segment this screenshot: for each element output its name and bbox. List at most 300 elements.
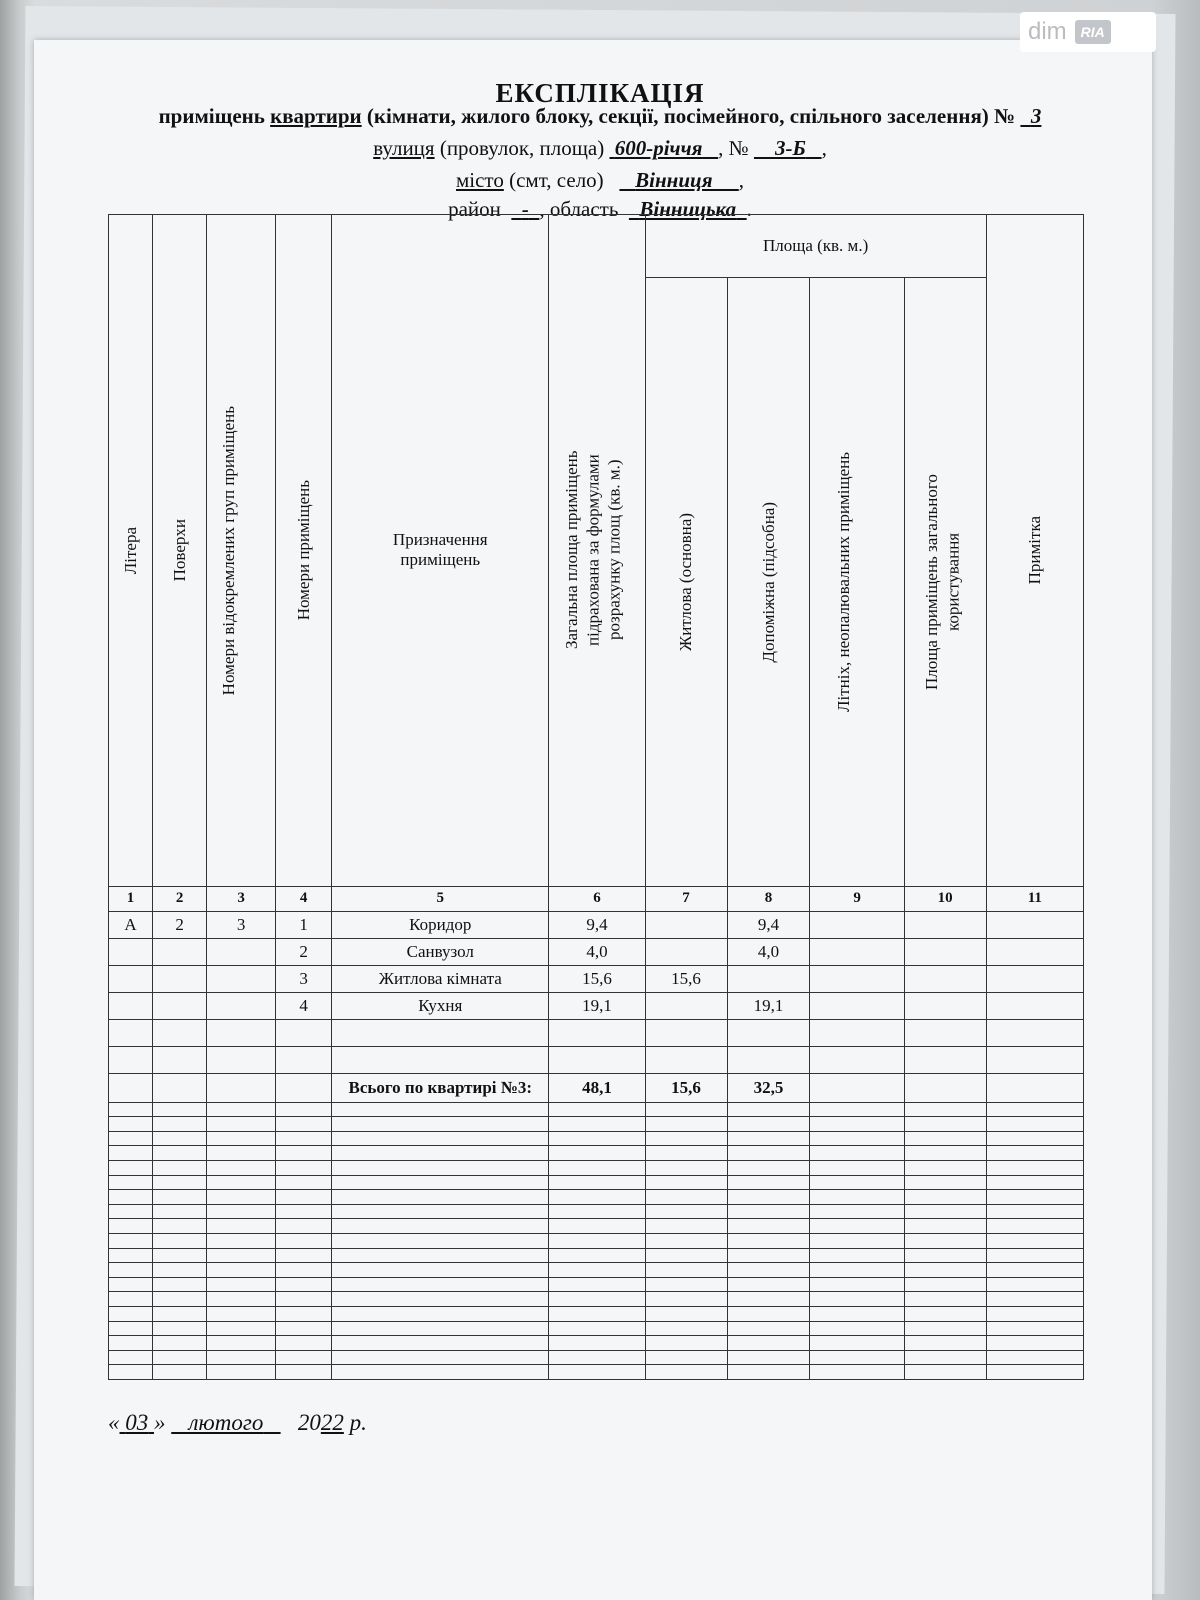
empty-cell	[810, 1350, 904, 1365]
empty-cell	[986, 1102, 1083, 1117]
empty-cell	[549, 1102, 645, 1117]
col-floors: Поверхи	[153, 215, 207, 887]
empty-cell	[153, 1146, 207, 1161]
empty-cell	[810, 1219, 904, 1234]
empty-cell	[275, 1161, 331, 1176]
empty-cell	[153, 1307, 207, 1322]
empty-cell	[904, 1350, 986, 1365]
empty-cell	[549, 1307, 645, 1322]
empty-cell	[904, 1190, 986, 1205]
empty-cell	[153, 1161, 207, 1176]
col-living: Житлова (основна)	[645, 277, 727, 886]
empty-cell	[904, 1277, 986, 1292]
column-number: 7	[645, 886, 727, 911]
empty-cell	[332, 1263, 549, 1278]
empty-cell	[109, 1350, 153, 1365]
empty-cell	[810, 1175, 904, 1190]
empty-cell	[810, 1102, 904, 1117]
table-cell	[207, 992, 276, 1019]
empty-cell	[549, 1365, 645, 1380]
empty-cell	[810, 1307, 904, 1322]
empty-cell	[275, 1307, 331, 1322]
empty-cell	[645, 1292, 727, 1307]
empty-cell	[810, 1263, 904, 1278]
date-open-quote: «	[108, 1410, 120, 1435]
line1-key: квартири	[270, 104, 362, 128]
empty-cell	[549, 1292, 645, 1307]
empty-cell	[727, 1321, 810, 1336]
empty-cell	[904, 1365, 986, 1380]
empty-cell	[207, 1277, 276, 1292]
empty-cell	[109, 1204, 153, 1219]
header-line-district: район - , область Вінницька .	[448, 197, 752, 221]
empty-cell	[109, 1046, 153, 1073]
empty-cell	[109, 1073, 153, 1102]
table-cell	[109, 965, 153, 992]
table-body	[109, 886, 1084, 1379]
empty-cell	[727, 1234, 810, 1249]
column-number-row	[109, 886, 1084, 911]
empty-cell	[275, 1263, 331, 1278]
empty-cell	[275, 1234, 331, 1249]
empty-cell	[332, 1307, 549, 1322]
table-row	[109, 992, 1084, 1019]
empty-cell	[332, 1204, 549, 1219]
empty-cell	[153, 1102, 207, 1117]
table-cell: 1	[275, 911, 331, 938]
empty-cell	[207, 1131, 276, 1146]
empty-cell	[275, 1117, 331, 1132]
empty-row	[109, 1234, 1084, 1249]
empty-cell	[645, 1307, 727, 1322]
empty-cell	[645, 1019, 727, 1046]
column-number: 1	[109, 886, 153, 911]
total-label: Всього по квартирі №3:	[332, 1073, 549, 1102]
empty-cell	[109, 1117, 153, 1132]
empty-cell	[153, 1175, 207, 1190]
column-number: 4	[275, 886, 331, 911]
city-label: місто	[455, 168, 504, 192]
empty-cell	[153, 1219, 207, 1234]
empty-cell	[275, 1204, 331, 1219]
table-cell: А	[109, 911, 153, 938]
district-label: район	[448, 197, 507, 221]
empty-cell	[153, 1190, 207, 1205]
table-cell	[109, 938, 153, 965]
empty-cell	[153, 1263, 207, 1278]
empty-cell	[904, 1204, 986, 1219]
col-litera: Літера	[109, 215, 153, 887]
empty-cell	[986, 1336, 1083, 1351]
table-cell: 9,4	[549, 911, 645, 938]
empty-cell	[810, 1248, 904, 1263]
empty-cell	[275, 1073, 331, 1102]
empty-row	[109, 1175, 1084, 1190]
empty-cell	[207, 1350, 276, 1365]
empty-cell	[727, 1046, 810, 1073]
table-cell	[904, 911, 986, 938]
empty-cell	[549, 1336, 645, 1351]
empty-cell	[727, 1146, 810, 1161]
empty-cell	[727, 1336, 810, 1351]
table-cell: 19,1	[549, 992, 645, 1019]
empty-cell	[275, 1102, 331, 1117]
table-cell: Санвузол	[332, 938, 549, 965]
empty-cell	[810, 1365, 904, 1380]
empty-cell	[207, 1146, 276, 1161]
empty-row	[109, 1292, 1084, 1307]
empty-cell	[549, 1117, 645, 1132]
empty-cell	[153, 1248, 207, 1263]
empty-cell	[153, 1350, 207, 1365]
empty-cell	[645, 1321, 727, 1336]
street-label: вулиця	[373, 136, 435, 160]
empty-row	[109, 1117, 1084, 1132]
empty-cell	[904, 1248, 986, 1263]
city-comma: ,	[738, 168, 745, 192]
empty-cell	[727, 1161, 810, 1176]
table-cell	[986, 911, 1083, 938]
empty-cell	[810, 1146, 904, 1161]
table-cell: 15,6	[645, 965, 727, 992]
empty-cell	[109, 1131, 153, 1146]
table-cell	[904, 965, 986, 992]
empty-row	[109, 1146, 1084, 1161]
empty-cell	[986, 1046, 1083, 1073]
col-purpose: Призначення приміщень	[332, 215, 549, 887]
header-line-street	[0, 136, 1200, 161]
column-number: 10	[904, 886, 986, 911]
table-cell	[153, 992, 207, 1019]
empty-cell	[207, 1117, 276, 1132]
empty-cell	[904, 1175, 986, 1190]
empty-cell	[727, 1204, 810, 1219]
column-number: 11	[986, 886, 1083, 911]
empty-cell	[727, 1248, 810, 1263]
empty-cell	[109, 1292, 153, 1307]
empty-cell	[207, 1046, 276, 1073]
total-auxiliary: 32,5	[727, 1073, 810, 1102]
empty-cell	[109, 1336, 153, 1351]
header-line-city	[0, 168, 1200, 193]
empty-row	[109, 1102, 1084, 1117]
empty-cell	[549, 1234, 645, 1249]
empty-cell	[549, 1046, 645, 1073]
empty-cell	[986, 1019, 1083, 1046]
table-cell: Житлова кімната	[332, 965, 549, 992]
empty-row	[109, 1365, 1084, 1380]
empty-cell	[109, 1234, 153, 1249]
empty-cell	[810, 1204, 904, 1219]
empty-cell	[904, 1046, 986, 1073]
empty-cell	[904, 1234, 986, 1249]
empty-cell	[109, 1102, 153, 1117]
empty-cell	[275, 1019, 331, 1046]
column-number: 5	[332, 886, 549, 911]
table-cell	[904, 938, 986, 965]
empty-cell	[207, 1234, 276, 1249]
empty-cell	[275, 1277, 331, 1292]
empty-cell	[727, 1307, 810, 1322]
empty-cell	[645, 1046, 727, 1073]
empty-cell	[904, 1263, 986, 1278]
empty-cell	[153, 1321, 207, 1336]
empty-cell	[275, 1046, 331, 1073]
empty-cell	[904, 1292, 986, 1307]
empty-cell	[810, 1161, 904, 1176]
empty-cell	[904, 1102, 986, 1117]
empty-cell	[153, 1204, 207, 1219]
empty-row	[109, 1219, 1084, 1234]
column-number: 6	[549, 886, 645, 911]
empty-cell	[549, 1263, 645, 1278]
empty-cell	[332, 1190, 549, 1205]
street-value: 600-річчя	[614, 136, 703, 160]
empty-cell	[332, 1019, 549, 1046]
header-row-top	[109, 215, 1084, 278]
col-note: Примітка	[986, 215, 1083, 887]
empty-cell	[109, 1219, 153, 1234]
empty-cell	[109, 1161, 153, 1176]
empty-row	[109, 1263, 1084, 1278]
empty-cell	[549, 1204, 645, 1219]
empty-cell	[645, 1277, 727, 1292]
table-cell	[207, 965, 276, 992]
empty-cell	[645, 1219, 727, 1234]
empty-cell	[332, 1365, 549, 1380]
col-auxiliary: Допоміжна (підсобна)	[727, 277, 810, 886]
empty-cell	[207, 1204, 276, 1219]
empty-row	[109, 1350, 1084, 1365]
empty-cell	[904, 1307, 986, 1322]
empty-cell	[727, 1277, 810, 1292]
empty-cell	[207, 1175, 276, 1190]
empty-cell	[332, 1292, 549, 1307]
empty-cell	[810, 1336, 904, 1351]
empty-cell	[904, 1219, 986, 1234]
date-month: лютого	[188, 1410, 264, 1435]
date-suffix: р.	[349, 1410, 367, 1435]
empty-cell	[109, 1190, 153, 1205]
empty-cell	[275, 1321, 331, 1336]
empty-cell	[645, 1204, 727, 1219]
empty-cell	[275, 1146, 331, 1161]
city-value: Вінниця	[635, 168, 713, 192]
empty-cell	[810, 1190, 904, 1205]
empty-cell	[109, 1365, 153, 1380]
empty-cell	[275, 1365, 331, 1380]
empty-cell	[645, 1190, 727, 1205]
empty-cell	[109, 1321, 153, 1336]
date-year-prefix: 20	[297, 1410, 321, 1435]
empty-cell	[332, 1277, 549, 1292]
empty-cell	[645, 1102, 727, 1117]
table-cell	[810, 992, 904, 1019]
empty-cell	[645, 1336, 727, 1351]
empty-cell	[332, 1248, 549, 1263]
empty-row	[109, 1248, 1084, 1263]
empty-cell	[904, 1131, 986, 1146]
empty-cell	[275, 1190, 331, 1205]
empty-cell	[645, 1263, 727, 1278]
apartment-no: 3	[1030, 104, 1042, 128]
table-cell	[153, 938, 207, 965]
date-day: 03	[125, 1410, 149, 1435]
empty-cell	[332, 1046, 549, 1073]
empty-cell	[904, 1146, 986, 1161]
table-cell	[645, 992, 727, 1019]
empty-cell	[332, 1175, 549, 1190]
empty-cell	[727, 1131, 810, 1146]
table-cell: 9,4	[727, 911, 810, 938]
date-close-quote: »	[154, 1410, 166, 1435]
empty-cell	[810, 1117, 904, 1132]
empty-cell	[153, 1019, 207, 1046]
empty-cell	[727, 1102, 810, 1117]
line1-prefix: приміщень	[158, 104, 271, 128]
watermark-dim: dim	[1028, 18, 1067, 45]
empty-cell	[549, 1277, 645, 1292]
column-number: 8	[727, 886, 810, 911]
table-cell	[904, 992, 986, 1019]
empty-cell	[904, 1161, 986, 1176]
table-cell	[645, 911, 727, 938]
empty-cell	[727, 1365, 810, 1380]
empty-cell	[810, 1073, 904, 1102]
street-rest: (провулок, площа)	[434, 136, 610, 160]
empty-cell	[986, 1146, 1083, 1161]
empty-cell	[332, 1336, 549, 1351]
empty-cell	[275, 1248, 331, 1263]
col-total: Загальна площа приміщень підрахована за формулами розрахунку площ (кв. м.)	[549, 215, 645, 887]
table-row	[109, 965, 1084, 992]
empty-cell	[153, 1336, 207, 1351]
empty-cell	[207, 1019, 276, 1046]
empty-cell	[727, 1175, 810, 1190]
column-number: 2	[153, 886, 207, 911]
empty-cell	[153, 1131, 207, 1146]
empty-cell	[986, 1073, 1083, 1102]
empty-cell	[332, 1219, 549, 1234]
table-cell: 2	[153, 911, 207, 938]
empty-cell	[109, 1146, 153, 1161]
table-cell	[727, 965, 810, 992]
empty-cell	[549, 1146, 645, 1161]
header-line-apartment	[0, 104, 1200, 129]
table-cell: 4,0	[549, 938, 645, 965]
empty-cell	[986, 1263, 1083, 1278]
empty-cell	[153, 1234, 207, 1249]
empty-cell	[332, 1131, 549, 1146]
empty-cell	[207, 1102, 276, 1117]
line1-rest: (кімнати, жилого блоку, секції, посімейного, спільного заселення) №	[361, 104, 1021, 128]
empty-cell	[904, 1117, 986, 1132]
empty-cell	[986, 1117, 1083, 1132]
table-row	[109, 938, 1084, 965]
table-cell: 2	[275, 938, 331, 965]
table-cell: 4,0	[727, 938, 810, 965]
total-area: 48,1	[549, 1073, 645, 1102]
empty-cell	[645, 1350, 727, 1365]
table-cell: 3	[207, 911, 276, 938]
empty-cell	[153, 1117, 207, 1132]
empty-cell	[810, 1131, 904, 1146]
table-cell: 15,6	[549, 965, 645, 992]
total-row	[109, 1073, 1084, 1102]
empty-cell	[904, 1073, 986, 1102]
watermark-ria: RIA	[1075, 20, 1111, 44]
total-living: 15,6	[645, 1073, 727, 1102]
empty-cell	[645, 1161, 727, 1176]
empty-cell	[727, 1019, 810, 1046]
empty-cell	[549, 1190, 645, 1205]
empty-cell	[727, 1219, 810, 1234]
empty-cell	[153, 1277, 207, 1292]
table-cell	[986, 992, 1083, 1019]
col-common: Площа приміщень загального користування	[904, 277, 986, 886]
empty-cell	[986, 1175, 1083, 1190]
empty-cell	[904, 1336, 986, 1351]
document-title: ЕКСПЛІКАЦІЯ	[495, 78, 705, 108]
date-year-suffix: 22	[320, 1410, 344, 1435]
table-cell: Коридор	[332, 911, 549, 938]
empty-cell	[153, 1292, 207, 1307]
column-number: 9	[810, 886, 904, 911]
empty-cell	[986, 1292, 1083, 1307]
empty-cell	[109, 1019, 153, 1046]
empty-cell	[275, 1219, 331, 1234]
table-cell	[109, 992, 153, 1019]
empty-cell	[549, 1219, 645, 1234]
empty-cell	[904, 1321, 986, 1336]
empty-cell	[275, 1175, 331, 1190]
region-value: Вінницька	[639, 197, 737, 221]
empty-row	[109, 1019, 1084, 1046]
empty-cell	[986, 1321, 1083, 1336]
district-value: -	[521, 197, 529, 221]
empty-cell	[645, 1248, 727, 1263]
empty-cell	[549, 1321, 645, 1336]
table-cell: 19,1	[727, 992, 810, 1019]
empty-cell	[332, 1321, 549, 1336]
empty-cell	[109, 1263, 153, 1278]
empty-row	[109, 1131, 1084, 1146]
empty-cell	[332, 1146, 549, 1161]
empty-cell	[109, 1175, 153, 1190]
empty-cell	[727, 1350, 810, 1365]
table-cell	[810, 911, 904, 938]
col-groups: Номери відокремлених груп приміщень	[207, 215, 276, 887]
empty-cell	[727, 1190, 810, 1205]
empty-row	[109, 1321, 1084, 1336]
empty-cell	[153, 1073, 207, 1102]
document-date	[108, 1410, 367, 1436]
empty-cell	[109, 1307, 153, 1322]
empty-cell	[986, 1131, 1083, 1146]
empty-cell	[549, 1175, 645, 1190]
empty-cell	[986, 1234, 1083, 1249]
empty-cell	[810, 1277, 904, 1292]
table-row	[109, 911, 1084, 938]
empty-cell	[332, 1117, 549, 1132]
empty-cell	[645, 1146, 727, 1161]
empty-cell	[810, 1292, 904, 1307]
col-summer: Літніх, неопалювальних приміщень	[810, 277, 904, 886]
empty-cell	[207, 1321, 276, 1336]
no-label: , №	[718, 136, 754, 160]
empty-cell	[645, 1131, 727, 1146]
empty-cell	[332, 1234, 549, 1249]
